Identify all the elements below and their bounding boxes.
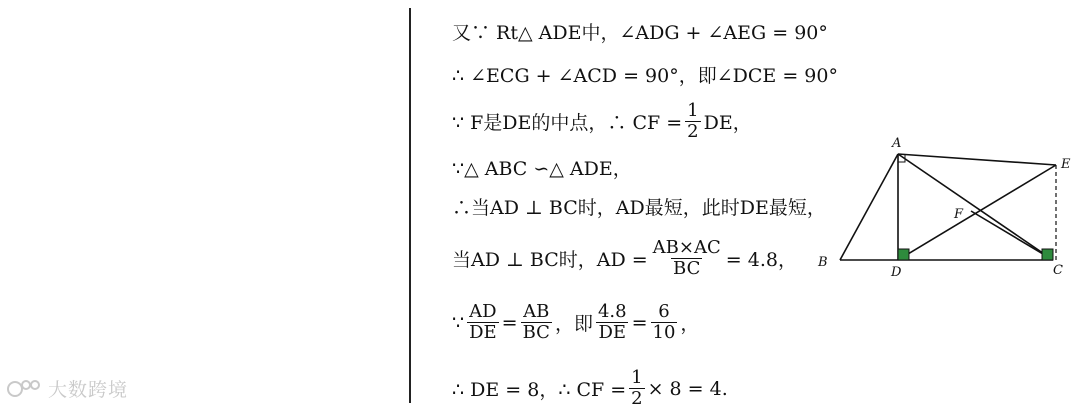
line-7-equals-1: = <box>501 311 518 334</box>
line-6-text-pre: 当AD ⊥ BC时，AD = <box>452 249 648 271</box>
fraction-one-half <box>629 368 644 409</box>
fraction-denominator: BC <box>673 258 701 279</box>
fraction-6-over-10 <box>651 302 678 343</box>
fraction-denominator: DE <box>598 322 627 343</box>
solution-line-1: 又∵ Rt△ ADE中，∠ADG + ∠AEG = 90° <box>452 22 828 44</box>
column-divider <box>409 8 411 403</box>
line-3-text-post: DE， <box>703 112 752 134</box>
line-7-equals-2: = <box>631 311 648 334</box>
watermark-text: 大数跨境 <box>48 379 129 401</box>
solution-line-3 <box>452 101 752 142</box>
fraction-denominator: BC <box>522 322 550 343</box>
line-7-comma: ， <box>680 313 700 335</box>
label-c: C <box>1053 263 1063 278</box>
solution-line-7 <box>452 302 699 343</box>
solution-line-6 <box>452 238 797 279</box>
fraction-denominator: 2 <box>631 388 643 409</box>
segment-ae <box>898 154 1056 165</box>
fraction-denominator: 2 <box>687 121 699 142</box>
label-f: F <box>954 207 964 222</box>
fraction-4-8-over-de <box>596 302 629 343</box>
watermark <box>6 375 128 402</box>
right-angle-mark-c <box>1042 249 1053 260</box>
fraction-ad-over-de <box>467 302 499 343</box>
label-d: D <box>891 265 902 280</box>
solution-line-8 <box>452 368 728 409</box>
fraction-numerator: AD <box>469 301 497 322</box>
label-b: B <box>818 255 828 270</box>
solution-line-2: ∴ ∠ECG + ∠ACD = 90°，即∠DCE = 90° <box>452 65 838 87</box>
label-a: A <box>892 136 902 151</box>
geometry-figure <box>810 128 1080 288</box>
solution-line-4: ∵△ ABC ∽△ ADE， <box>452 158 632 180</box>
line-3-text-pre: ∵ F是DE的中点，∴ CF = <box>452 112 683 134</box>
line-7-namely: ，即 <box>554 313 593 335</box>
line-6-text-post: = 4.8， <box>725 249 797 271</box>
segment-cf <box>971 211 1053 260</box>
fraction-denominator: DE <box>469 322 497 343</box>
fraction-ab-over-bc <box>521 302 552 343</box>
right-angle-mark-d <box>898 249 909 260</box>
fraction-numerator: 6 <box>658 301 670 322</box>
fraction-numerator: 1 <box>631 367 643 388</box>
segment-ab <box>840 154 898 260</box>
fraction-numerator: AB <box>523 301 550 322</box>
line-8-text-post: × 8 = 4. <box>647 377 728 400</box>
label-e: E <box>1061 157 1071 172</box>
line-7-because: ∵ <box>452 311 465 334</box>
solution-line-5: ∴当AD ⊥ BC时，AD最短，此时DE最短， <box>452 197 826 219</box>
fraction-one-half <box>685 101 700 142</box>
fraction-numerator: 4.8 <box>597 301 627 322</box>
fraction-denominator: 10 <box>652 322 676 343</box>
watermark-logo-icon <box>6 377 44 401</box>
fraction-numerator: 1 <box>687 100 699 121</box>
fraction-numerator: AB×AC <box>652 237 721 258</box>
fraction-ab-ac-over-bc <box>651 238 723 279</box>
line-8-text-pre: ∴ DE = 8，∴ CF = <box>452 379 627 401</box>
segment-ac <box>898 154 1053 260</box>
